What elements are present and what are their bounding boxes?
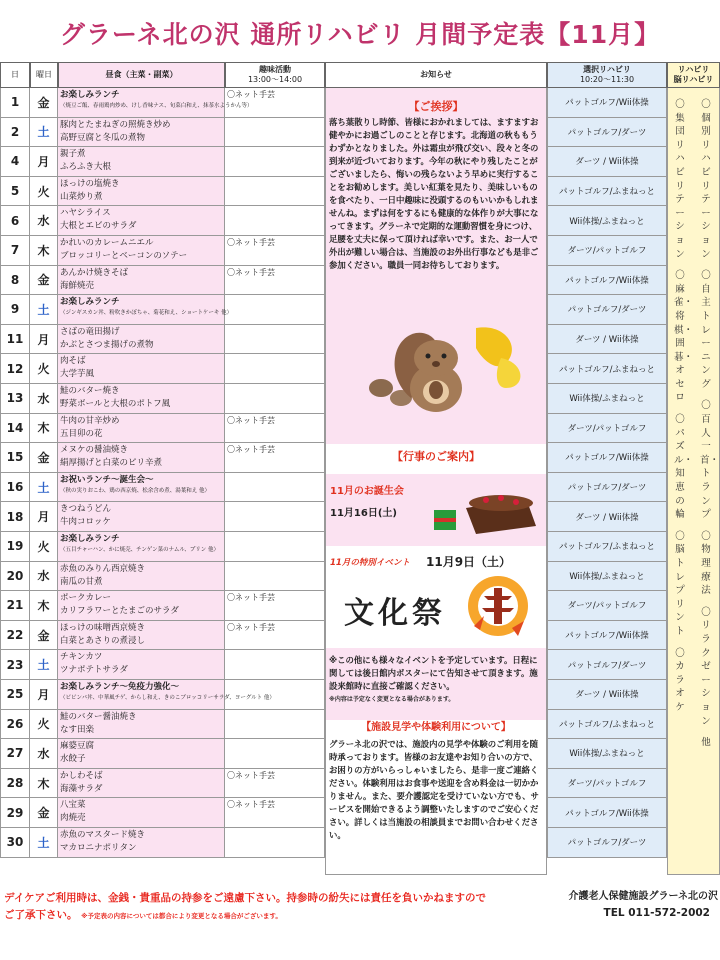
row-meal xyxy=(58,354,225,384)
rehab-item: 〇個別リハビリテーション xyxy=(701,99,711,260)
header-hobby-label: 趣味活動 xyxy=(259,65,291,74)
row-select-rehab: ダーツ/パットゴルフ xyxy=(547,414,667,444)
row-select-rehab: Wii体操/ふまねっと xyxy=(547,739,667,769)
row-meal xyxy=(58,147,225,177)
meal-main: 肉そば xyxy=(60,356,86,367)
row-hobby xyxy=(225,147,325,177)
row-select-rehab: ダーツ / Wii体操 xyxy=(547,147,667,177)
row-weekday: 木 xyxy=(30,769,58,799)
meal-main: 麻婆豆腐 xyxy=(60,741,95,752)
special-event-label: 11月の特別イベント xyxy=(330,558,410,568)
row-hobby: 〇ネット手芸 xyxy=(225,798,325,828)
row-meal xyxy=(58,295,233,325)
festival-title: 文化祭 xyxy=(344,596,446,631)
row-select-rehab: Wii体操/ふまねっと xyxy=(547,562,667,592)
row-weekday: 金 xyxy=(30,266,58,296)
row-weekday: 土 xyxy=(30,650,58,680)
meal-main: チキンカツ xyxy=(60,652,103,663)
row-day: 26 xyxy=(0,710,30,740)
row-meal xyxy=(58,443,225,473)
rehab-item: 〇リラクゼーション xyxy=(701,606,711,727)
row-weekday: 火 xyxy=(30,710,58,740)
row-select-rehab: パットゴルフ/ダーツ xyxy=(547,118,667,148)
row-hobby: 〇ネット手芸 xyxy=(225,266,325,296)
row-meal xyxy=(58,325,225,355)
row-hobby xyxy=(225,532,325,562)
meal-main: さばの竜田揚げ xyxy=(60,326,120,337)
row-hobby: 〇ネット手芸 xyxy=(225,443,325,473)
meal-side: 海鮮焼売 xyxy=(60,280,95,291)
rehab-item: 〇カラオケ xyxy=(675,647,685,713)
row-weekday: 木 xyxy=(30,236,58,266)
row-meal xyxy=(58,502,225,532)
row-day: 6 xyxy=(0,206,30,236)
meal-side: （焼豆ご飯、春雨鶏肉炒め、けし香味ナス、旬菜白和え、抹茶水ようかん等） xyxy=(60,103,253,109)
row-select-rehab: パットゴルフ/Wii体操 xyxy=(547,88,667,118)
meal-main: あんかけ焼きそば xyxy=(60,267,129,278)
row-meal xyxy=(58,680,275,710)
row-weekday: 水 xyxy=(30,739,58,769)
meal-side: （ジンギスカン丼、粉吹きかぼちゃ、菊花和え、ショートケーキ 他） xyxy=(60,310,233,317)
row-meal xyxy=(58,798,225,828)
row-hobby xyxy=(225,680,325,710)
autumn-pagoda-icon xyxy=(454,566,534,644)
row-hobby xyxy=(225,295,325,325)
meal-main: お楽しみランチ xyxy=(60,297,120,308)
row-day: 30 xyxy=(0,828,30,858)
header-day: 日 xyxy=(0,62,30,88)
row-select-rehab: パットゴルフ/ダーツ xyxy=(547,650,667,680)
header-select-time: 10:20～11:30 xyxy=(579,75,635,84)
facility-tel: TEL 011-572-2002 xyxy=(603,907,710,919)
rehab-list-1 xyxy=(674,98,694,723)
row-hobby: 〇ネット手芸 xyxy=(225,591,325,621)
row-weekday: 月 xyxy=(30,680,58,710)
footer-note: ※予定表の内容については都合により変更となる場合がございます。 xyxy=(81,912,282,920)
row-day: 15 xyxy=(0,443,30,473)
row-day: 18 xyxy=(0,502,30,532)
meal-side: 水餃子 xyxy=(60,754,86,765)
row-weekday: 金 xyxy=(30,443,58,473)
row-hobby xyxy=(225,177,325,207)
row-hobby xyxy=(225,325,325,355)
other-events-note: ※内容は予定なく変更となる場合があります。 xyxy=(329,696,455,703)
row-hobby: 〇ネット手芸 xyxy=(225,236,325,266)
row-select-rehab: パットゴルフ/ダーツ xyxy=(547,828,667,858)
row-select-rehab: パットゴルフ/ダーツ xyxy=(547,295,667,325)
row-hobby xyxy=(225,502,325,532)
row-select-rehab: パットゴルフ/Wii体操 xyxy=(547,798,667,828)
row-weekday: 金 xyxy=(30,798,58,828)
row-day: 4 xyxy=(0,147,30,177)
row-meal xyxy=(58,591,225,621)
meal-main: メヌケの醤油焼き xyxy=(60,445,129,456)
row-day: 22 xyxy=(0,621,30,651)
special-event-date: 11月9日（土） xyxy=(426,555,512,569)
row-meal xyxy=(58,710,225,740)
header-rehab-label: リハビリ xyxy=(677,65,710,74)
row-meal xyxy=(58,621,225,651)
meal-side: 高野豆腐と冬瓜の煮物 xyxy=(60,132,146,143)
row-meal xyxy=(58,650,225,680)
row-day: 28 xyxy=(0,769,30,799)
meal-side: 絹厚揚げと白菜のピリ辛煮 xyxy=(60,458,163,469)
row-weekday: 木 xyxy=(30,414,58,444)
row-weekday: 水 xyxy=(30,562,58,592)
row-weekday: 火 xyxy=(30,177,58,207)
meal-side: 五目卯の花 xyxy=(60,428,103,439)
row-weekday: 火 xyxy=(30,532,58,562)
meal-side: 大根とエビのサラダ xyxy=(60,221,137,232)
rehab-list-2 xyxy=(700,98,720,758)
row-day: 12 xyxy=(0,354,30,384)
row-select-rehab: パットゴルフ/ダーツ xyxy=(547,473,667,503)
row-day: 21 xyxy=(0,591,30,621)
meal-side: （五目チャーハン、かに焼売、チンゲン菜のナムル、プリン 他） xyxy=(60,547,219,553)
row-day: 8 xyxy=(0,266,30,296)
rehab-panel xyxy=(667,88,720,875)
header-notice: お知らせ xyxy=(325,62,547,88)
row-day: 27 xyxy=(0,739,30,769)
event-heading: 【行事のご案内】 xyxy=(392,450,480,463)
other-events-section xyxy=(326,648,546,720)
row-hobby xyxy=(225,739,325,769)
meal-side: 牛肉コロッケ xyxy=(60,517,111,528)
row-meal xyxy=(58,739,225,769)
row-meal xyxy=(58,562,225,592)
row-meal xyxy=(58,769,225,799)
meal-side: 海藻サラダ xyxy=(60,783,103,794)
rehab-item: 〇脳トレプリント xyxy=(675,530,685,637)
row-select-rehab: Wii体操/ふまねっと xyxy=(547,206,667,236)
row-hobby: 〇ネット手芸 xyxy=(225,88,325,118)
row-weekday: 月 xyxy=(30,502,58,532)
meal-main: お楽しみランチ～免疫力強化～ xyxy=(60,682,180,692)
row-hobby xyxy=(225,828,325,858)
visit-heading: 【施設見学や体験利用について】 xyxy=(361,722,511,733)
footer-warning: デイケアご利用時は、金銭・貴重品の持参をご遠慮下さい。持参時の紛失には責任を負いかねますので xyxy=(4,892,487,904)
row-day: 2 xyxy=(0,118,30,148)
row-hobby xyxy=(225,118,325,148)
header-select xyxy=(547,62,667,88)
row-select-rehab: ダーツ / Wii体操 xyxy=(547,502,667,532)
row-hobby xyxy=(225,650,325,680)
meal-side: （ビビンバ丼、中華風チゲ、からし和え、きのこブロッコリーサラダ、ヨーグルト 他） xyxy=(60,695,275,701)
row-select-rehab: パットゴルフ/ふまねっと xyxy=(547,710,667,740)
row-select-rehab: パットゴルフ/ふまねっと xyxy=(547,532,667,562)
row-weekday: 水 xyxy=(30,384,58,414)
row-weekday: 木 xyxy=(30,591,58,621)
meal-side: なす田楽 xyxy=(60,724,95,735)
meal-main: 豚肉とたまねぎの照焼き炒め xyxy=(60,119,171,130)
meal-main: かれいのカレームニエル xyxy=(60,238,154,248)
meal-main: 赤魚のマスタード焼き xyxy=(60,830,146,840)
header-select-label: 選択リハビリ xyxy=(583,65,631,74)
row-hobby xyxy=(225,473,325,503)
greeting-text: 落ち葉散りし時節、皆様におかれましては、ますますお健やかにお過ごしのことと存じます。北海道の秋ももうわずかとなりました。外は霜虫が飛び交い、段々と冬の到来が近づいております。今年の秋にやり残したことがございましたら、悔いの残らないよう早めに実行することをお勧めします。美しい紅葉を見たり、美味しいものを食べたり、一日中趣味に没頭するのもいいかもしれませんね。まずは何をするにも健康的な体作りが大事になってきます。グラーネで定期的な運動習慣を身につけ、足腰を丈夫に保って頂ければ幸いです。また、お一人で外出が難しい場合は、当施設のお外出行事なども是非ご参加ください。職員一同お待ちしております。 xyxy=(329,117,539,270)
meal-main: お楽しみランチ xyxy=(60,534,120,544)
row-hobby: 〇ネット手芸 xyxy=(225,414,325,444)
row-day: 1 xyxy=(0,88,30,118)
birthday-section xyxy=(326,474,546,546)
row-weekday: 水 xyxy=(30,206,58,236)
row-meal xyxy=(58,384,225,414)
row-select-rehab: ダーツ/パットゴルフ xyxy=(547,236,667,266)
meal-side: ふろふき大根 xyxy=(60,162,112,173)
row-weekday: 金 xyxy=(30,621,58,651)
meal-side: 山菜炒り煮 xyxy=(60,191,103,202)
greeting-heading: 【ご挨拶】 xyxy=(408,100,464,113)
header-rehab-label2: 脳リハビリ xyxy=(673,75,714,84)
row-meal xyxy=(58,828,225,858)
footer xyxy=(0,877,720,927)
row-hobby xyxy=(225,562,325,592)
header-rehab xyxy=(667,62,720,88)
rehab-item: 〇物理療法 xyxy=(701,530,711,597)
row-select-rehab: パットゴルフ/Wii体操 xyxy=(547,621,667,651)
row-weekday: 月 xyxy=(30,147,58,177)
meal-main: ハヤシライス xyxy=(60,208,111,219)
rehab-item: 〇集団リハビリテーション xyxy=(675,99,685,260)
meal-side: かぶとさつま揚げの煮物 xyxy=(60,339,154,350)
footer-warning-2 xyxy=(4,907,544,922)
row-hobby: 〇ネット手芸 xyxy=(225,621,325,651)
meal-side: マカロニナポリタン xyxy=(60,843,137,853)
row-day: 16 xyxy=(0,473,30,503)
meal-side: 大学芋風 xyxy=(60,369,95,380)
meal-main: きつねうどん xyxy=(60,504,112,515)
rehab-item: 〇麻雀・将棋・囲碁・オセロ xyxy=(674,270,694,404)
meal-main: 赤魚のみりん西京焼き xyxy=(60,563,146,574)
meal-main: お楽しみランチ xyxy=(60,90,120,100)
meal-main: かしわそば xyxy=(60,770,103,781)
meal-main: 八宝菜 xyxy=(60,800,86,811)
row-day: 9 xyxy=(0,295,30,325)
row-weekday: 土 xyxy=(30,118,58,148)
row-day: 19 xyxy=(0,532,30,562)
meal-main: 鮭のバター焼き xyxy=(60,386,120,396)
header-hobby xyxy=(225,62,325,88)
meal-side: 肉焼売 xyxy=(60,813,86,824)
meal-main: 鮭のバター醤油焼き xyxy=(60,711,137,722)
row-weekday: 土 xyxy=(30,828,58,858)
row-meal xyxy=(58,473,225,503)
rehab-item: 〇自主トレーニング xyxy=(701,270,711,390)
row-weekday: 土 xyxy=(30,295,58,325)
row-day: 5 xyxy=(0,177,30,207)
row-hobby xyxy=(225,206,325,236)
row-weekday: 火 xyxy=(30,354,58,384)
row-day: 23 xyxy=(0,650,30,680)
meal-side: ツナポテトサラダ xyxy=(60,665,128,676)
header-weekday: 曜日 xyxy=(30,62,58,88)
row-select-rehab: ダーツ / Wii体操 xyxy=(547,325,667,355)
row-hobby xyxy=(225,354,325,384)
meal-main: 牛肉の甘辛炒め xyxy=(60,415,120,426)
row-hobby: 〇ネット手芸 xyxy=(225,769,325,799)
row-day: 11 xyxy=(0,325,30,355)
page-title: グラーネ北の沢 通所リハビリ 月間予定表【11月】 xyxy=(59,20,661,49)
row-select-rehab: ダーツ / Wii体操 xyxy=(547,680,667,710)
row-day: 13 xyxy=(0,384,30,414)
squirrel-illustration xyxy=(356,318,536,418)
row-hobby xyxy=(225,384,325,414)
birthday-title: 11月のお誕生会 xyxy=(330,486,404,497)
row-meal xyxy=(58,532,225,562)
rehab-item: 〇パズル・知恵の輪 xyxy=(674,414,694,521)
meal-main: ほっけの味噌西京焼き xyxy=(60,622,146,633)
meal-side: 野菜ボールと大根のポトフ風 xyxy=(60,399,171,409)
row-day: 7 xyxy=(0,236,30,266)
meal-main: お祝いランチ～誕生会～ xyxy=(60,474,154,485)
row-meal xyxy=(58,414,225,444)
meal-main: ポークカレー xyxy=(60,593,112,604)
meal-main: ほっけの塩焼き xyxy=(60,178,120,189)
meal-side: ブロッコリーとベーコンのソテー xyxy=(60,251,188,261)
row-weekday: 金 xyxy=(30,88,58,118)
row-weekday: 土 xyxy=(30,473,58,503)
meal-side: カリフラワーとたまごのサラダ xyxy=(60,606,179,617)
visit-text: グラーネ北の沢では、施設内の見学や体験のご利用を随時承っております。皆様のお友達やお知り合いの方で、お困りの方がいらっしゃいましたら、是非一度ご連絡ください。体験利用はお食事や送迎を含め料金は一切かかりません。また、要介護認定を受けていない方でも、サービスを開始できるよう調整いたしますのでご安心ください。詳しくは当施設の相談員までお問い合わせください。 xyxy=(329,739,539,840)
row-select-rehab: ダーツ/パットゴルフ xyxy=(547,769,667,799)
row-select-rehab: パットゴルフ/ふまねっと xyxy=(547,177,667,207)
facility-name: 介護老人保健施設グラーネ北の沢 xyxy=(568,891,718,902)
rehab-item: 他 xyxy=(701,737,711,749)
header-hobby-time: 13:00～14:00 xyxy=(247,75,303,84)
meal-main: 親子煮 xyxy=(60,149,86,160)
row-meal xyxy=(58,236,225,266)
row-day: 14 xyxy=(0,414,30,444)
meal-side: （秋の実りおこわ、鶏の西京焼、松余含め煮、湯葉和え 他） xyxy=(60,487,211,494)
meal-side: 白菜とあさりの煮浸し xyxy=(60,635,146,646)
row-day: 29 xyxy=(0,798,30,828)
rehab-item: 〇百人一首・トランプ xyxy=(700,400,720,521)
row-select-rehab: パットゴルフ/Wii体操 xyxy=(547,266,667,296)
footer-warning-end: ご了承下さい。 xyxy=(4,909,78,921)
row-hobby xyxy=(225,710,325,740)
row-weekday: 月 xyxy=(30,325,58,355)
row-meal xyxy=(58,177,225,207)
meal-side: 南瓜の甘煮 xyxy=(60,576,103,587)
row-select-rehab: Wii体操/ふまねっと xyxy=(547,384,667,414)
other-events-text: ※この他にも様々なイベントを予定しています。日程に関しては後日館内ポスターにて告知させて頂きます。施設来館時に直接ご確認ください。 xyxy=(329,655,538,691)
row-meal xyxy=(58,206,225,236)
row-select-rehab: パットゴルフ/ふまねっと xyxy=(547,354,667,384)
birthday-date: 11月16日(土) xyxy=(330,508,397,519)
row-day: 25 xyxy=(0,680,30,710)
row-meal xyxy=(58,266,225,296)
row-select-rehab: ダーツ/パットゴルフ xyxy=(547,591,667,621)
birthday-cake-icon xyxy=(426,478,541,540)
notice-panel xyxy=(325,88,547,875)
row-meal xyxy=(58,118,225,148)
row-day: 20 xyxy=(0,562,30,592)
row-select-rehab: パットゴルフ/Wii体操 xyxy=(547,443,667,473)
header-meal: 昼食（主菜・副菜） xyxy=(58,62,225,88)
